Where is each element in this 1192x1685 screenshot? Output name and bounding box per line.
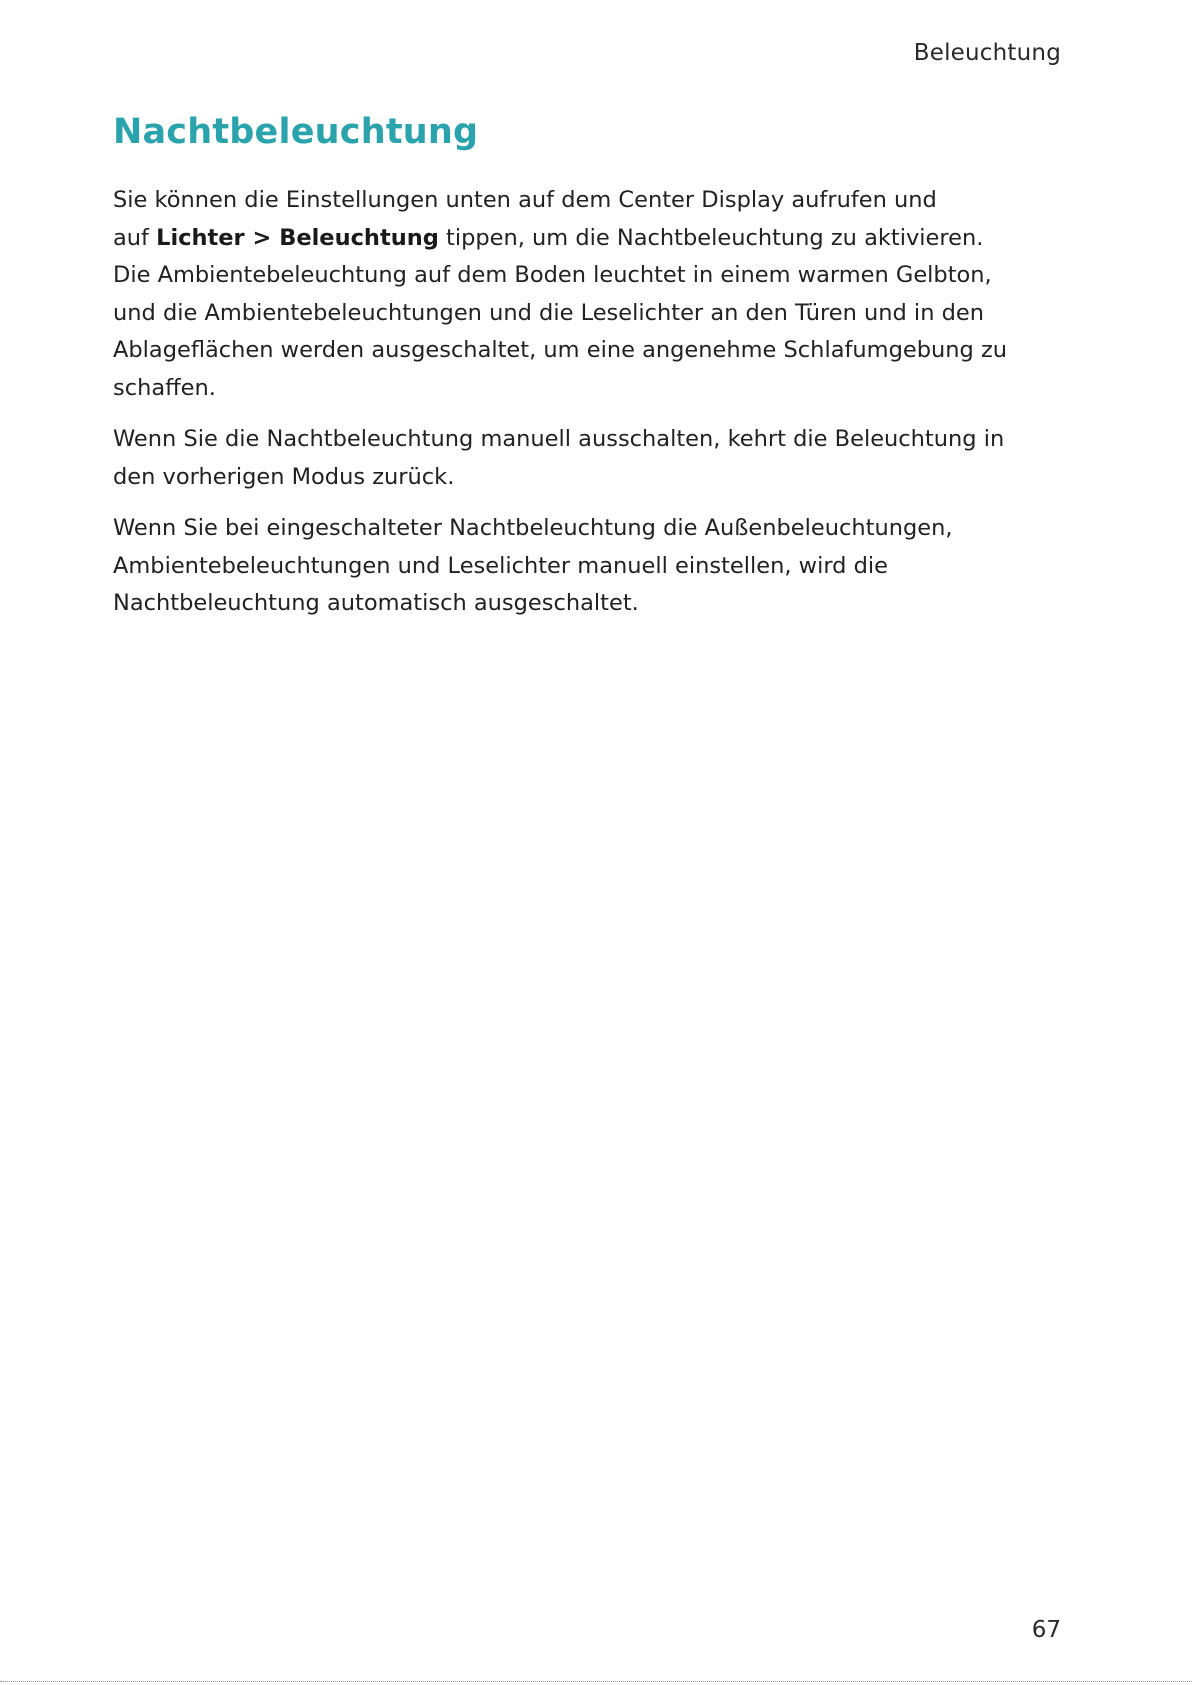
text-line: auf [113, 224, 157, 251]
text-line: und die Ambientebeleuchtungen und die Leselichter an den Türen und in den [113, 299, 984, 326]
text-line: tippen, um die Nachtbeleuchtung zu aktivieren. [438, 224, 984, 251]
menu-path-separator: > [244, 224, 280, 251]
text-line: Wenn Sie bei eingeschalteter Nachtbeleuchtung die Außenbeleuchtungen, [113, 515, 953, 541]
text-line: Ambientebeleuchtungen und Leselichter manuell einstellen, wird die [113, 552, 888, 579]
running-header: Beleuchtung [913, 40, 1061, 66]
text-line: Sie können die Einstellungen unten auf dem Center Display aufrufen und [113, 187, 937, 213]
page-number: 67 [1031, 1617, 1061, 1643]
text-line: den vorherigen Modus zurück. [113, 463, 455, 490]
paragraph-activation [113, 182, 1073, 407]
page-content [113, 112, 1073, 637]
text-line: Ablageflächen werden ausgeschaltet, um eine angenehme Schlafumgebung zu [113, 337, 1008, 363]
menu-path-beleuchtung: Beleuchtung [279, 224, 439, 251]
text-line: Die Ambientebeleuchtung auf dem Boden leuchtet in einem warmen Gelbton, [113, 262, 992, 288]
text-line: Wenn Sie die Nachtbeleuchtung manuell ausschalten, kehrt die Beleuchtung in [113, 426, 1005, 452]
bottom-divider [0, 1681, 1192, 1682]
text-line: Nachtbeleuchtung automatisch ausgeschaltet. [113, 590, 639, 616]
paragraph-manual-off [113, 421, 1073, 496]
text-line: schaffen. [113, 374, 216, 401]
paragraph-auto-off [113, 510, 1073, 623]
section-title: Nachtbeleuchtung [113, 112, 479, 152]
menu-path-lichter: Lichter [156, 224, 245, 251]
